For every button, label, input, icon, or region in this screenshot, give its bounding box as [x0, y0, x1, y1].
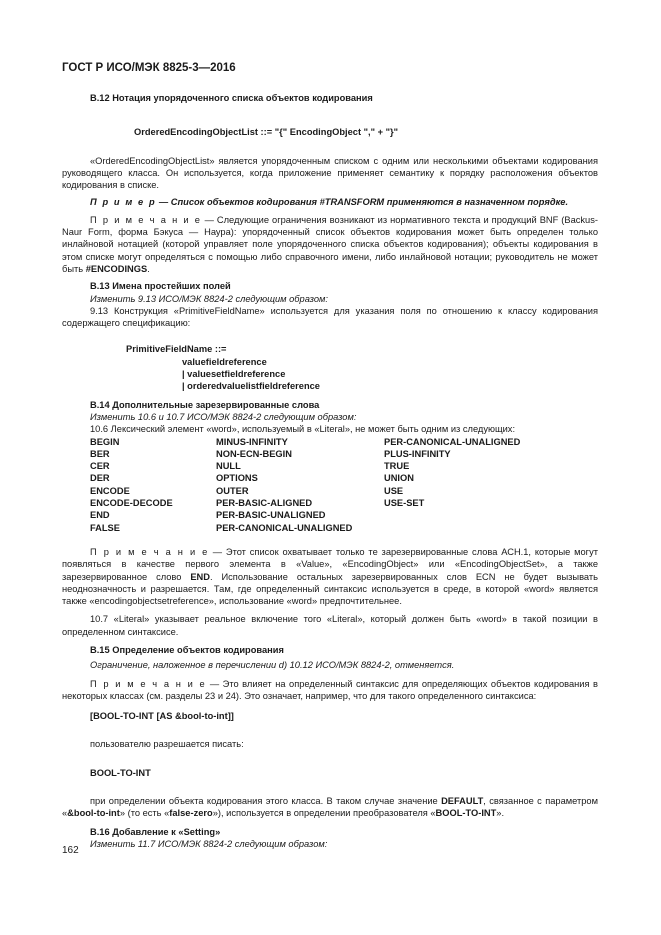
b12-code: OrderedEncodingObjectList ::= "{" EncodingObject "," + "}"	[134, 127, 399, 138]
b13-change: Изменить 9.13 ИСО/МЭК 8824-2 следующим образом:	[90, 293, 329, 304]
b15-code2: BOOL-TO-INT	[90, 767, 151, 778]
reserved-word: MINUS-INFINITY	[216, 436, 288, 447]
note-bold: #ENCODINGS	[85, 263, 148, 274]
reserved-word: OUTER	[216, 485, 249, 496]
b13-code-block	[62, 343, 598, 392]
reserved-word: TRUE	[384, 461, 410, 472]
b12-note	[62, 214, 598, 275]
section-b12-title: B.12 Нотация упорядоченного списка объектов кодирования	[90, 93, 373, 103]
reserved-word: ENCODE	[90, 485, 130, 496]
b13-para: 9.13 Конструкция «PrimitiveFieldName» используется для указания поля по отношению к классу кодирования содержащего спецификацию:	[62, 305, 598, 329]
b12-para: «OrderedEncodingObjectList» является упорядоченным списком с одним или несколькими объектами кодирования руководящего класса. Он используется, когда приложение применяет семантику к порядку расположения объектов кодирования в списке.	[62, 155, 598, 191]
b15-final	[62, 795, 598, 820]
note-end: .	[147, 263, 150, 274]
note-text: . Использование остальных зарезервированных слов ECN не будет вызывать неоднозначность и разрешается. Там, где определенный синтаксис используется в среде, в которой «word» является также «encodingobjectsetreference», использование «word» предпочтительнее.	[62, 571, 598, 607]
reserved-words-row	[90, 522, 584, 534]
page-number: 162	[62, 845, 79, 856]
b12-example	[62, 196, 598, 208]
code-line: | valuesetfieldreference	[182, 369, 286, 380]
reserved-word: CER	[90, 461, 110, 472]
code-line: | orderedvaluelistfieldreference	[182, 381, 320, 392]
text-run: , связанное с параметром «	[62, 796, 598, 819]
example-text: — Список объектов кодирования #TRANSFORM применяются в назначенном порядке.	[156, 197, 569, 208]
note-text: — Следующие ограничения возникают из нормативного текста и продукций BNF (Backus-Naur Form, форма Бэкуса — Наура): упорядоченный список объектов кодирования может быть определен только инлайновой нотацией (которой управляет поле упорядоченного списка объектов кодирования); объекты кодирования в этом списке могут определяться с помощью либо справочного имени, либо инлайновой нотации; руководитель не может быть	[62, 214, 598, 274]
reserved-words-row	[90, 436, 584, 448]
b14-note	[62, 546, 598, 607]
reserved-word: OPTIONS	[216, 473, 258, 484]
bold-run: BOOL-TO-INT	[435, 808, 497, 819]
reserved-word	[384, 509, 584, 521]
b15-restriction: Ограничение, наложенное в перечислении d) 10.12 ИСО/МЭК 8824-2, отменяется.	[90, 660, 455, 671]
b15-code1: [BOOL-TO-INT [AS &bool-to-int]]	[90, 711, 234, 722]
b15-note	[62, 678, 598, 703]
section-b14-title: B.14 Дополнительные зарезервированные слова	[90, 399, 320, 410]
section-b16-title: B.16 Добавление к «Setting»	[90, 826, 221, 837]
b15-user-text: пользователю разрешается писать:	[90, 739, 244, 750]
document-header: ГОСТ Р ИСО/МЭК 8825-3—2016	[62, 62, 236, 74]
reserved-words-table	[90, 436, 584, 534]
note-text: — Этот список охватывает только те зарезервированные слова АСН.1, которые могут появляться в качестве первого элемента в «Value», «EncodingObject» или «EncodingObjectSet», а также зарезервированное слово	[62, 546, 598, 582]
text-run: ».	[496, 808, 505, 819]
reserved-word: FALSE	[90, 522, 120, 533]
reserved-word	[384, 522, 584, 534]
reserved-words-row	[90, 472, 584, 484]
reserved-word: ENCODE-DECODE	[90, 498, 173, 509]
reserved-word: BEGIN	[90, 436, 120, 447]
reserved-words-row	[90, 485, 584, 497]
reserved-word: PER-CANONICAL-UNALIGNED	[216, 522, 353, 533]
bold-run: &bool-to-int	[67, 808, 120, 819]
reserved-words-row	[90, 509, 584, 521]
b14-change: Изменить 10.6 и 10.7 ИСО/МЭК 8824-2 следующим образом:	[90, 411, 357, 422]
note-label: П р и м е ч а н и е	[90, 546, 209, 557]
reserved-words-row	[90, 497, 584, 509]
code-line: PrimitiveFieldName ::=	[126, 344, 227, 355]
note-bold: END	[190, 571, 210, 582]
reserved-word: PER-CANONICAL-UNALIGNED	[384, 436, 521, 447]
note-label: П р и м е ч а н и е	[90, 214, 202, 225]
code-line: valuefieldreference	[182, 356, 267, 367]
section-b15-title: B.15 Определение объектов кодирования	[90, 644, 284, 655]
b16-change: Изменить 11.7 ИСО/МЭК 8824-2 следующим образом:	[90, 838, 328, 849]
reserved-word: NULL	[216, 461, 241, 472]
reserved-word: PER-BASIC-ALIGNED	[216, 498, 313, 509]
reserved-word: USE	[384, 485, 404, 496]
text-run: »), используется в определении преобразователя «	[212, 808, 436, 819]
bold-run: DEFAULT	[441, 796, 484, 807]
b14-para106: 10.6 Лексический элемент «word», используемый в «Literal», не может быть одним из следующих:	[90, 424, 516, 435]
reserved-word: UNION	[384, 473, 414, 484]
reserved-word: BER	[90, 448, 110, 459]
reserved-word: DER	[90, 473, 110, 484]
section-b13-title: B.13 Имена простейших полей	[90, 281, 231, 292]
document-body	[62, 92, 598, 850]
note-label: П р и м е ч а н и е	[90, 678, 207, 689]
example-label: П р и м е р	[90, 197, 157, 208]
note-text: — Это влияет на определенный синтаксис для определяющих объектов кодирования в некоторых классах (см. разделы 23 и 24). Это означает, например, что для такого определенного синтаксиса:	[62, 678, 598, 701]
reserved-word: PER-BASIC-UNALIGNED	[216, 510, 326, 521]
reserved-word: END	[90, 510, 110, 521]
reserved-word: NON-ECN-BEGIN	[216, 448, 292, 459]
reserved-word: USE-SET	[384, 498, 425, 509]
reserved-words-row	[90, 448, 584, 460]
reserved-word: PLUS-INFINITY	[384, 448, 451, 459]
b14-para107: 10.7 «Literal» указывает реальное включение того «Literal», который должен быть «word» в такой позиции в определенном синтаксисе.	[62, 614, 598, 637]
reserved-words-row	[90, 460, 584, 472]
text-run: при определении объекта кодирования этого класса. В таком случае значение	[90, 796, 442, 807]
bold-run: false-zero	[169, 808, 213, 819]
text-run: » (то есть «	[119, 808, 170, 819]
